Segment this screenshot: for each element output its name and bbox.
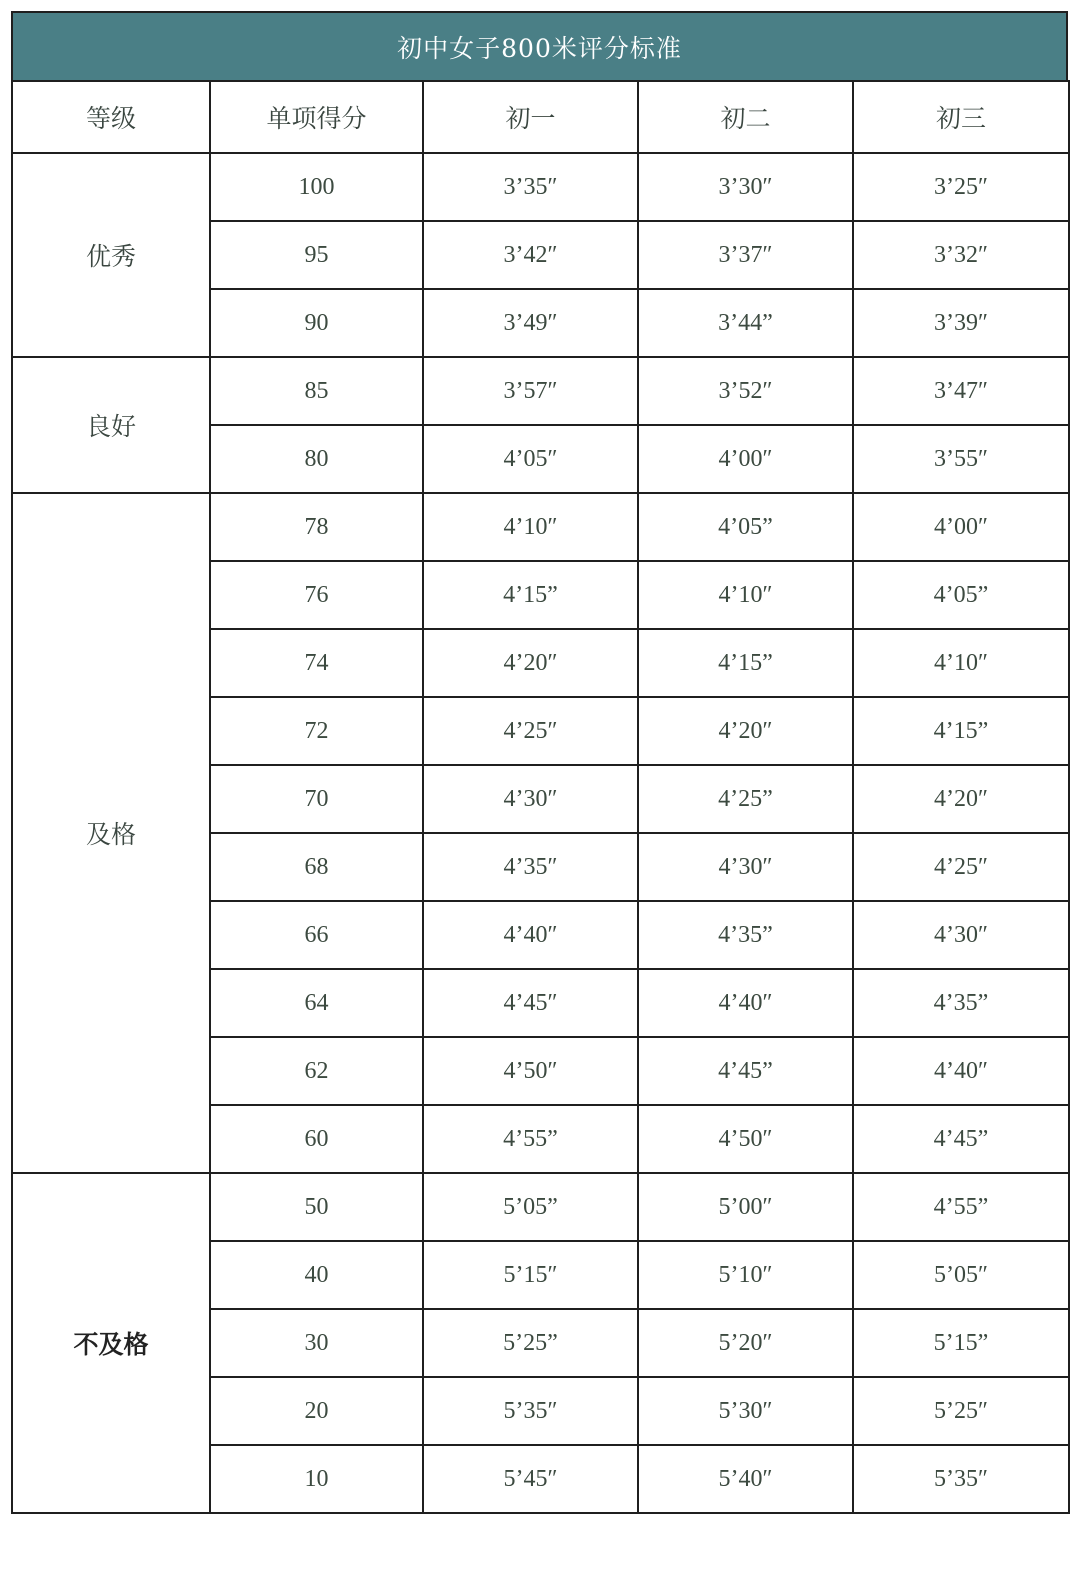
time-grade-1-cell: 5’45″	[423, 1445, 638, 1513]
time-grade-1-cell: 5’15″	[423, 1241, 638, 1309]
score-cell: 68	[210, 833, 423, 901]
score-cell: 62	[210, 1037, 423, 1105]
grade-cell: 优秀	[12, 153, 210, 357]
score-cell: 64	[210, 969, 423, 1037]
time-grade-1-cell: 4’10″	[423, 493, 638, 561]
grade-cell: 及格	[12, 493, 210, 1173]
header-score: 单项得分	[210, 81, 423, 153]
time-grade-2-cell: 4’50″	[638, 1105, 853, 1173]
score-cell: 50	[210, 1173, 423, 1241]
score-cell: 20	[210, 1377, 423, 1445]
time-grade-3-cell: 4’20″	[853, 765, 1069, 833]
time-grade-2-cell: 3’37″	[638, 221, 853, 289]
time-grade-1-cell: 4’05″	[423, 425, 638, 493]
time-grade-1-cell: 4’50″	[423, 1037, 638, 1105]
time-grade-3-cell: 4’30″	[853, 901, 1069, 969]
score-cell: 85	[210, 357, 423, 425]
time-grade-2-cell: 4’45”	[638, 1037, 853, 1105]
scoring-table-container	[11, 11, 1068, 1514]
time-grade-3-cell: 4’40″	[853, 1037, 1069, 1105]
time-grade-1-cell: 4’35″	[423, 833, 638, 901]
time-grade-1-cell: 5’05”	[423, 1173, 638, 1241]
time-grade-1-cell: 4’45″	[423, 969, 638, 1037]
time-grade-1-cell: 4’55”	[423, 1105, 638, 1173]
time-grade-2-cell: 5’20″	[638, 1309, 853, 1377]
score-cell: 30	[210, 1309, 423, 1377]
table-title: 初中女子800米评分标准	[11, 11, 1068, 80]
score-cell: 95	[210, 221, 423, 289]
time-grade-1-cell: 5’35″	[423, 1377, 638, 1445]
score-cell: 90	[210, 289, 423, 357]
time-grade-1-cell: 3’35″	[423, 153, 638, 221]
table-row	[12, 153, 1069, 221]
time-grade-3-cell: 4’35”	[853, 969, 1069, 1037]
time-grade-3-cell: 3’25″	[853, 153, 1069, 221]
time-grade-1-cell: 3’49″	[423, 289, 638, 357]
header-grade: 等级	[12, 81, 210, 153]
time-grade-2-cell: 5’00″	[638, 1173, 853, 1241]
time-grade-2-cell: 3’52″	[638, 357, 853, 425]
scoring-table	[11, 80, 1070, 1514]
time-grade-3-cell: 4’15”	[853, 697, 1069, 765]
header-grade-3: 初三	[853, 81, 1069, 153]
time-grade-2-cell: 4’15”	[638, 629, 853, 697]
time-grade-3-cell: 5’05″	[853, 1241, 1069, 1309]
time-grade-3-cell: 3’39″	[853, 289, 1069, 357]
time-grade-2-cell: 4’25”	[638, 765, 853, 833]
time-grade-3-cell: 3’32″	[853, 221, 1069, 289]
time-grade-2-cell: 5’10″	[638, 1241, 853, 1309]
score-cell: 74	[210, 629, 423, 697]
header-grade-2: 初二	[638, 81, 853, 153]
score-cell: 80	[210, 425, 423, 493]
time-grade-2-cell: 4’20″	[638, 697, 853, 765]
time-grade-3-cell: 3’47″	[853, 357, 1069, 425]
time-grade-1-cell: 5’25”	[423, 1309, 638, 1377]
time-grade-2-cell: 5’30″	[638, 1377, 853, 1445]
time-grade-1-cell: 3’42″	[423, 221, 638, 289]
time-grade-3-cell: 5’15”	[853, 1309, 1069, 1377]
table-row	[12, 493, 1069, 561]
score-cell: 100	[210, 153, 423, 221]
time-grade-1-cell: 4’40″	[423, 901, 638, 969]
time-grade-2-cell: 4’40″	[638, 969, 853, 1037]
score-cell: 10	[210, 1445, 423, 1513]
time-grade-2-cell: 4’35”	[638, 901, 853, 969]
time-grade-2-cell: 4’05”	[638, 493, 853, 561]
table-row	[12, 357, 1069, 425]
time-grade-3-cell: 4’55”	[853, 1173, 1069, 1241]
score-cell: 66	[210, 901, 423, 969]
header-grade-1: 初一	[423, 81, 638, 153]
time-grade-1-cell: 4’25″	[423, 697, 638, 765]
time-grade-2-cell: 3’44”	[638, 289, 853, 357]
score-cell: 78	[210, 493, 423, 561]
time-grade-3-cell: 4’25″	[853, 833, 1069, 901]
time-grade-3-cell: 5’35″	[853, 1445, 1069, 1513]
time-grade-3-cell: 4’05”	[853, 561, 1069, 629]
time-grade-3-cell: 4’00″	[853, 493, 1069, 561]
time-grade-2-cell: 4’00″	[638, 425, 853, 493]
table-row	[12, 1173, 1069, 1241]
grade-cell: 良好	[12, 357, 210, 493]
time-grade-2-cell: 5’40″	[638, 1445, 853, 1513]
time-grade-3-cell: 5’25″	[853, 1377, 1069, 1445]
score-cell: 40	[210, 1241, 423, 1309]
time-grade-2-cell: 3’30″	[638, 153, 853, 221]
score-cell: 76	[210, 561, 423, 629]
table-body	[12, 153, 1069, 1513]
time-grade-3-cell: 3’55″	[853, 425, 1069, 493]
time-grade-3-cell: 4’45”	[853, 1105, 1069, 1173]
grade-cell: 不及格	[12, 1173, 210, 1513]
time-grade-1-cell: 4’15”	[423, 561, 638, 629]
score-cell: 70	[210, 765, 423, 833]
time-grade-3-cell: 4’10″	[853, 629, 1069, 697]
score-cell: 72	[210, 697, 423, 765]
time-grade-1-cell: 4’30″	[423, 765, 638, 833]
time-grade-2-cell: 4’30″	[638, 833, 853, 901]
score-cell: 60	[210, 1105, 423, 1173]
time-grade-1-cell: 3’57″	[423, 357, 638, 425]
header-row	[12, 81, 1069, 153]
time-grade-2-cell: 4’10″	[638, 561, 853, 629]
time-grade-1-cell: 4’20″	[423, 629, 638, 697]
